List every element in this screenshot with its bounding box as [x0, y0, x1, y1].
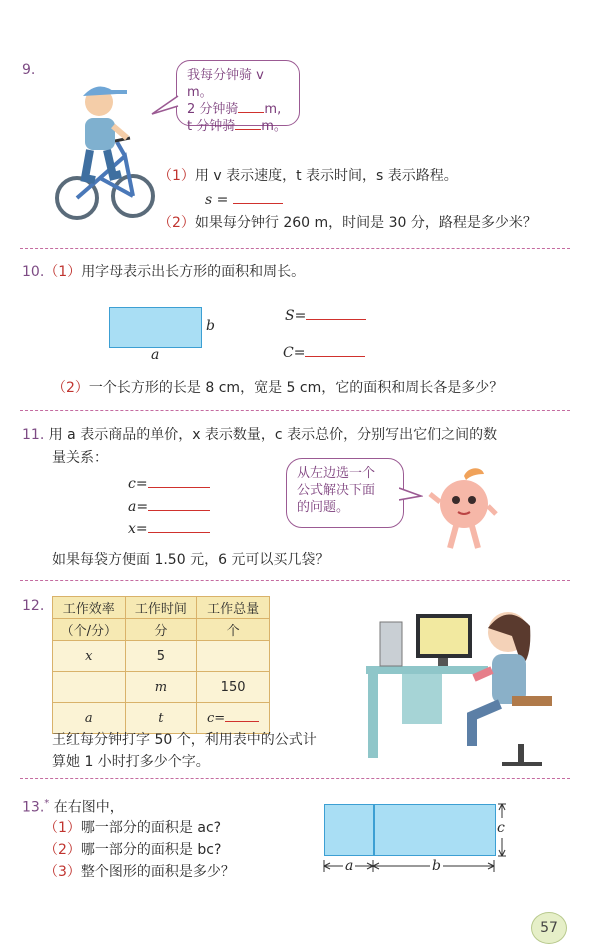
q9-bubble-line-3-start: t 分钟骑 [187, 119, 236, 134]
q11-bubble-line-3: 的问题。 [297, 500, 350, 515]
q11-bubble-tail [399, 484, 423, 506]
q12-unit-total: 个 [197, 619, 270, 641]
q11-question: 如果每袋方便面 1.50 元，6 元可以买几袋？ [52, 552, 330, 568]
girl-computer-illustration [362, 596, 562, 768]
q12-unit-time: 分 [125, 619, 197, 641]
q13-dim-a: a [345, 858, 354, 874]
q12-cell-r2-c2: m [125, 672, 197, 703]
q11-number: 11. [22, 427, 45, 443]
q10-area-answer [285, 306, 366, 326]
q10-perimeter-blank[interactable] [305, 356, 365, 357]
q13-part-2 [44, 840, 221, 860]
q9-bubble-line-1: 我每分钟骑 v m。 [187, 68, 264, 100]
q9-number: 9. [22, 62, 36, 78]
q13-part-1 [44, 818, 221, 838]
mascot-illustration [424, 466, 504, 552]
q10-rectangle [109, 307, 202, 348]
q10-side-b: b [206, 318, 215, 334]
q11-answer-c [128, 474, 210, 494]
q9-bubble-blank-1[interactable] [238, 112, 264, 113]
q12-c-blank[interactable] [225, 721, 259, 722]
q12-table-unit-row [53, 619, 270, 641]
q9-bubble-line-3 [187, 118, 289, 135]
q12-number: 12. [22, 598, 45, 614]
q10-part-2-text: 一个长方形的长是 8 cm，宽是 5 cm，它的面积和周长各是多少？ [88, 380, 504, 396]
q13-part-1-text: 哪一部分的面积是 ac? [80, 820, 222, 836]
q11-bubble-line-2: 公式解决下面 [297, 483, 376, 498]
divider-4 [20, 778, 570, 779]
q10-part-1-label: （1） [44, 264, 82, 280]
q12-header-time: 工作时间 [125, 597, 197, 619]
q10-area-blank[interactable] [306, 319, 366, 320]
q12-header-efficiency: 工作效率 [53, 597, 126, 619]
q9-bubble-blank-2[interactable] [235, 129, 261, 130]
q13-line-1 [22, 794, 124, 818]
q13-part-2-text: 哪一部分的面积是 bc? [80, 842, 222, 858]
q12-text-1: 王红每分钟打字 50 个，利用表中的公式计 [52, 732, 317, 748]
q11-speech-bubble [286, 458, 404, 528]
q9-speech-bubble [176, 60, 300, 134]
q13-part-3-label: （3） [44, 864, 81, 880]
q9-bubble-line-2-start: 2 分钟骑 [187, 102, 239, 117]
q13-star: * [44, 798, 50, 809]
q11-c-blank[interactable] [148, 487, 210, 488]
q9-answer-s-label: s = [205, 192, 229, 208]
q11-answer-x [128, 519, 210, 539]
q9-bubble-tail [150, 94, 180, 118]
q10-number: 10. [22, 264, 45, 280]
q12-cell-r2-c1[interactable] [53, 672, 126, 703]
q9-part-1 [158, 166, 458, 186]
q11-x-blank[interactable] [148, 532, 210, 533]
q9-bubble-line-3-end: m。 [261, 119, 287, 134]
q12-cell-r3-c1: a [53, 703, 126, 734]
q13-dim-c: c [497, 820, 505, 836]
q12-cell-r2-c3: 150 [197, 672, 270, 703]
q13-number: 13. [22, 799, 45, 816]
q13-intro: 在右图中， [53, 799, 124, 816]
q12-work-table [52, 596, 270, 734]
q9-answer-s-blank[interactable] [233, 203, 283, 204]
q11-answer-a [128, 497, 210, 517]
q12-unit-efficiency: （个/分） [53, 619, 126, 641]
q9-part-2-text: 如果每分钟行 260 m，时间是 30 分，路程是多少米？ [194, 215, 537, 231]
q10-part-2-label: （2） [52, 380, 89, 396]
q13-part-3 [44, 862, 235, 882]
q11-a-blank[interactable] [148, 510, 210, 511]
table-row [53, 703, 270, 734]
q10-perimeter-label: C= [283, 345, 306, 361]
q10-perimeter-answer [283, 343, 365, 363]
q9-answer-s [205, 190, 283, 210]
q10-side-a: a [151, 347, 160, 363]
divider-2 [20, 410, 570, 411]
q12-text-2: 算她 1 小时打多少个字。 [52, 754, 210, 770]
q12-header-total: 工作总量 [197, 597, 270, 619]
q9-bubble-line-2 [187, 101, 289, 118]
q9-bubble-line-2-end: m, [264, 102, 282, 117]
divider-1 [20, 248, 570, 249]
q12-cell-r1-c3[interactable] [197, 641, 270, 672]
boy-cycling-illustration [55, 78, 155, 224]
q12-c-label: c= [207, 710, 226, 726]
divider-3 [20, 580, 570, 581]
q9-part-2 [158, 213, 537, 233]
table-row [53, 672, 270, 703]
q10-line-1 [22, 262, 305, 282]
q13-part-2-label: （2） [44, 842, 81, 858]
table-row [53, 641, 270, 672]
q11-a-label: a= [128, 499, 149, 515]
q11-x-label: x= [128, 521, 148, 537]
q9-part-1-text: 用 v 表示速度，t 表示时间，s 表示路程。 [194, 168, 458, 184]
q12-cell-r3-c2: t [125, 703, 197, 734]
q11-text-1: 用 a 表示商品的单价，x 表示数量，c 表示总价，分别写出它们之间的数 [48, 427, 498, 443]
q12-cell-r1-c2: 5 [125, 641, 197, 672]
q10-area-label: S= [285, 308, 307, 324]
page-number: 57 [531, 912, 567, 944]
q10-part-1-text: 用字母表示出长方形的面积和周长。 [81, 264, 306, 280]
q11-c-label: c= [128, 476, 148, 492]
q12-cell-r3-c3[interactable] [197, 703, 270, 734]
q12-table-header-row [53, 597, 270, 619]
q12-cell-r1-c1: x [53, 641, 126, 672]
q13-part-1-label: （1） [44, 820, 81, 836]
q9-part-1-label: （1） [158, 168, 195, 184]
q13-dim-b: b [432, 858, 441, 874]
q11-line-1 [22, 425, 497, 445]
q11-text-2: 量关系： [52, 450, 108, 466]
q9-part-2-label: （2） [158, 215, 195, 231]
q13-part-3-text: 整个图形的面积是多少？ [80, 864, 235, 880]
q11-bubble-line-1: 从左边选一个 [297, 466, 376, 481]
q10-part-2 [52, 378, 503, 398]
